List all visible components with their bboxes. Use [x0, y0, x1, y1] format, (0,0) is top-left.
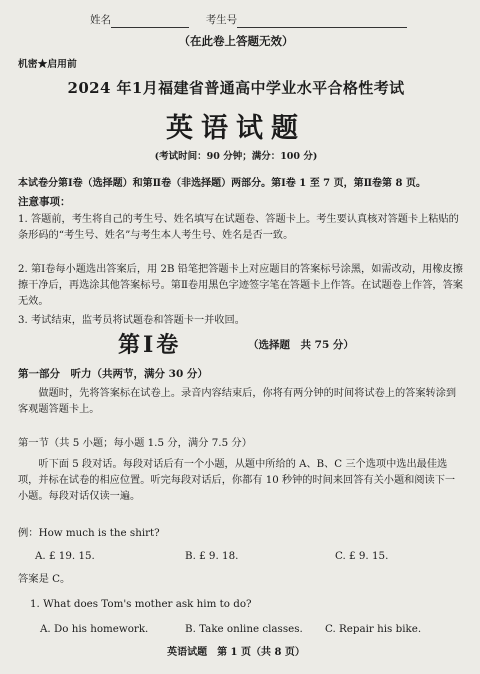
note-item-1: 1. 答题前，考生将自己的考生号、姓名填写在试题卷、答题卡上。考生要认真核对答题卡上粘贴的条形码的“考生号、姓名”与考生本人考生号、姓名是否一致。: [18, 214, 459, 241]
question-1-option-a: A. Do his homework.: [40, 623, 149, 635]
name-blank: [111, 27, 189, 28]
question-1: 1. What does Tom's mother ask him to do?: [30, 598, 252, 610]
note-item-2: 2. 第Ⅰ卷每小题选出答案后，用 2B 铅笔把答题卡上对应题目的答案标号涂黑，如需改动，用橡皮擦擦干净后，再选涂其他答案标号。第Ⅱ卷用黑色字迹签字笔在答题卡上作答。在试题卷上作答，答案无效。: [18, 264, 463, 307]
example-question: 例：How much is the shirt?: [18, 527, 160, 539]
exam-number-blank: [237, 27, 407, 28]
example-answer: 答案是 C。: [18, 573, 71, 585]
subject-title: 英语试题: [166, 113, 306, 144]
note-item-3: 3. 考试结束，监考员将试题卷和答题卡一并收回。: [18, 315, 245, 326]
example-options: [35, 549, 455, 565]
question-1-option-b: B. Take online classes.: [185, 623, 303, 635]
example-option-c: C. £ 9. 15.: [335, 550, 389, 562]
exam-title: 2024 年1月福建省普通高中学业水平合格性考试: [67, 79, 405, 97]
volume-title: 第Ⅰ卷: [118, 332, 182, 358]
example-option-b: B. £ 9. 18.: [185, 550, 239, 562]
question-1-option-c: C. Repair his bike.: [325, 623, 422, 635]
confidential-label: 机密★启用前: [18, 59, 77, 70]
part1-instruction: 做题时，先将答案标在试卷上。录音内容结束后，你将有两分钟的时间将试卷上的答案转涂到客观题答题卡上。: [18, 388, 457, 415]
part1-heading: 第一部分 听力（共两节，满分 30 分）: [18, 368, 208, 380]
candidate-info-line: [90, 12, 407, 28]
paper-intro: 本试卷分第Ⅰ卷（选择题）和第Ⅱ卷（非选择题）两部分。第Ⅰ卷 1 至 7 页，第Ⅱ卷第 8 页。: [18, 178, 426, 189]
question-1-options: [40, 622, 460, 638]
section1-instruction: 听下面 5 段对话。每段对话后有一个小题，从题中所给的 A、B、C 三个选项中选出最佳选项，并标在试卷的相应位置。听完每段对话后，你都有 10 秒钟的时间来回答有关小题和阅读下一小题。每段对话仅读一遍。: [18, 459, 456, 502]
volume-note: （选择题 共 75 分）: [248, 339, 354, 351]
name-label: 姓名: [90, 14, 111, 26]
section1-heading: 第一节（共 5 小题；每小题 1.5 分，满分 7.5 分）: [18, 437, 252, 449]
exam-number-label: 考生号: [205, 14, 238, 26]
page-footer: 英语试题 第 1 页（共 8 页）: [167, 647, 305, 658]
notes-heading: 注意事项：: [18, 196, 71, 208]
example-option-a: A. £ 19. 15.: [35, 550, 95, 562]
invalid-answer-notice: （在此卷上答题无效）: [178, 34, 294, 48]
exam-time-info: (考试时间：90 分钟；满分：100 分): [154, 151, 318, 162]
